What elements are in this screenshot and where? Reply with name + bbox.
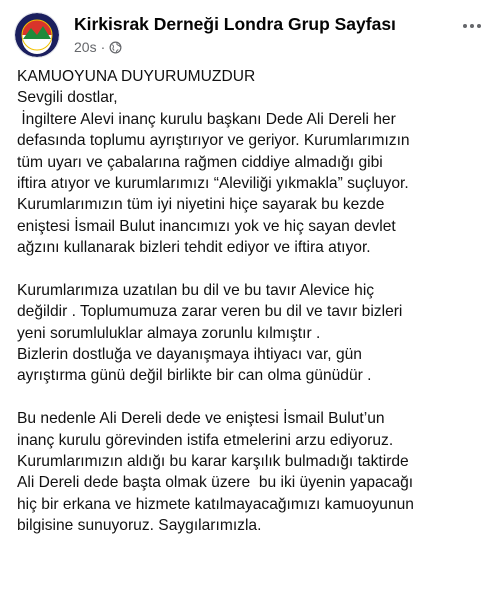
post-line: eniştesi İsmail Bulut inancımızı yok ve hiç sayan devlet [17,217,396,235]
post-line: Kurumlarımızın aldığı bu karar karşılık bulmadığı taktirde [17,453,409,471]
page-name-link[interactable]: Kirkisrak Derneği Londra Grup Sayfası [74,14,396,34]
globe-icon[interactable] [109,41,122,54]
post-line: inanç kurulu görevinden istifa etmelerini arzu ediyoruz. [17,431,394,449]
post-meta [74,39,122,55]
post-line: yeni sorumluluklar almaya zorunlu kılmıştır . [17,324,321,342]
more-options-icon [470,24,474,28]
more-options-icon [477,24,481,28]
post-line: Bizlerin dostluğa ve dayanışmaya ihtiyacı var, gün [17,346,362,364]
post-line: ağzını kullanarak bizleri tehdit ediyor ve iftira atıyor. [17,239,371,257]
post-line: tüm uyarı ve çabalarına rağmen ciddiye almadığı gibi [17,153,383,171]
post-line: iftira atıyor ve kurumlarımızı “Aleviliği yıkmakla” suçluyor. [17,174,409,192]
more-options-icon [463,24,467,28]
post-line: değildir . Toplumumuza zarar veren bu dil ve tavır bizleri [17,303,403,321]
post-line: Kurumlarımıza uzatılan bu dil ve bu tavır Alevice hiç [17,281,375,299]
post-line: bilgisine sunuyoruz. Saygılarımızla. [17,517,262,535]
more-options-button[interactable] [460,14,484,38]
paragraph-break [17,259,487,280]
page-avatar[interactable] [14,12,60,58]
post-line: İngiltere Alevi inanç kurulu başkanı Dede Ali Dereli her [17,110,396,128]
post-header [14,8,484,60]
post-line: defasında toplumu ayrıştırıyor ve geriyor. Kurumlarımızın [17,132,410,150]
page-logo-icon [15,13,59,57]
post-line: Sevgili dostlar, [17,89,118,107]
post-body [17,66,487,537]
meta-separator: · [100,39,106,55]
post-line: Ali Dereli dede başta olmak üzere bu iki üyenin yapacağı [17,474,414,492]
post-line: ayrıştırma günü değil birlikte bir can olma günüdür . [17,367,372,385]
paragraph-break [17,387,487,408]
post-timestamp[interactable]: 20s [74,39,97,55]
post-line: hiç bir erkana ve hizmete katılmayacağımızı kamuoyunun [17,495,414,513]
post-line: Bu nedenle Ali Dereli dede ve eniştesi İsmail Bulut’un [17,410,385,428]
post-title-line: KAMUOYUNA DUYURUMUZDUR [17,68,256,85]
post-line: Kurumlarımızın tüm iyi niyetini hiçe sayarak bu kezde [17,196,385,214]
